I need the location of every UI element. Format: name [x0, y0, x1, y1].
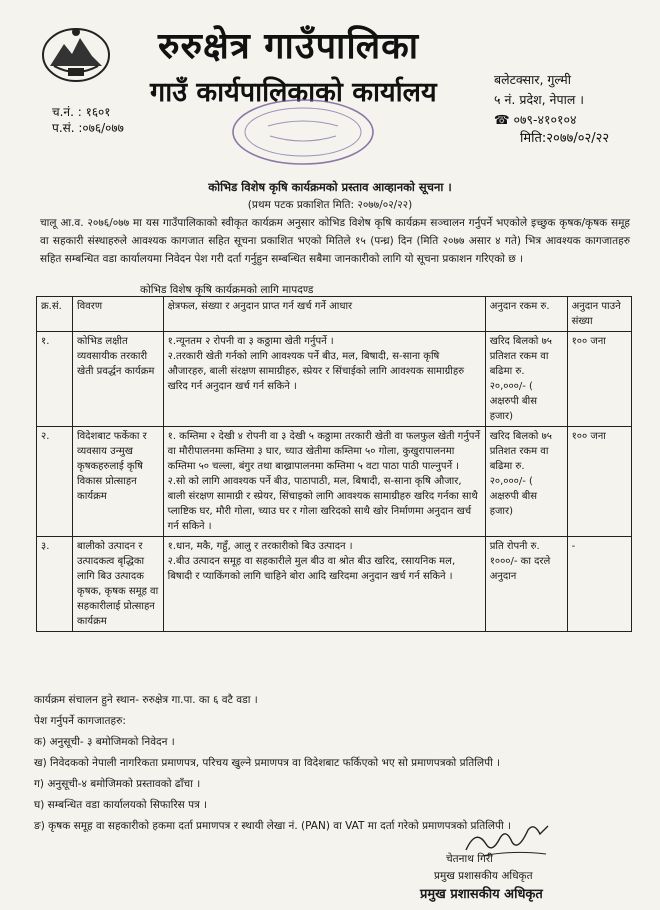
- cell-basis: १. कम्तिमा २ देखी ४ रोपनी वा ३ देखी ५ कठ्ठामा तरकारी खेती वा फलफुल खेती गर्नुपर्ने वा मौरीपालनमा कम्तिमा ३ घार, च्याउ खेतीमा कम्तिमा ५० गोला, कुखुरापालनमा कम्तिमा ५० चल्ला, बंगुर तथा बाख्रापालनमा कम्तिमा ५ वटा पाठा पाठी पाल्नुपर्ने । २.सो को लागि आवश्यक पर्ने बीउ, पाठापाठी, मल, बिषादी, स-साना कृषि औजार, बाली संरक्षण सामाग्री र स्प्रेयर, सिंचाइको लागि आवश्यक सामाग्रीहरु खरिद गर्नका साथै प्लाष्टिक घर, मौरी गोला, च्याउ घर र गोला खरिदको साथै खोर निर्माणमा अनुदान खर्च गर्न सकिने ।: [163, 427, 485, 537]
- header-description: विवरण: [73, 297, 164, 332]
- cell-amount: प्रति रोपनी रु. १०००/- का दरले अनुदान: [485, 537, 567, 632]
- cell-amount: खरिद बिलको ७५ प्रतिशत रकम वा बढिमा रु. २०,०००/- ( अक्षरुपी बीस हजार): [485, 427, 567, 537]
- cell-basis: १.धान, मकै, गहुँ, आलु र तरकारीको बिउ उत्पादन । २.बीउ उत्पादन समूह वा सहकारीले मुल बीउ वा श्रोत बीउ खरिद, रसायनिक मल, बिषादी र प्याकिंगको लागि चाहिने बोरा आदि खरिदमा अनुदान खर्च गर्न सकिने ।: [163, 537, 485, 632]
- cell-count: -: [567, 537, 631, 632]
- cell-sn: २.: [37, 427, 73, 537]
- cell-basis: १.न्यूनतम २ रोपनी वा ३ कठ्ठामा खेती गर्नुपर्ने । २.तरकारी खेती गर्नको लागि आवश्यक पर्ने बीउ, मल, बिषादी, स-साना कृषि औजारहरु, बाली संरक्षण सामाग्रीहरु, स्प्रेयर र सिंचाईको लागि आवश्यक सामाग्रीहरु खरिद गर्न अनुदान खर्च गर्न सकिने ।: [163, 332, 485, 427]
- document-item: ग) अनुसूची-४ बमोजिमको प्रस्तावको ढाँचा ।: [34, 778, 201, 790]
- org-name: रुरुक्षेत्र गाउँपालिका: [158, 26, 420, 67]
- documents-heading: पेश गर्नुपर्ने कागजातहरु:: [34, 715, 126, 727]
- notice-subtitle: (प्रथम पटक प्रकाशित मिति: २०७७/०२/२२): [247, 199, 413, 211]
- signatory-title: प्रमुख प्रशासकीय अधिकृत: [434, 870, 533, 882]
- address-line: बलेटक्सार, गुल्मी: [494, 72, 572, 87]
- reference-numbers: [52, 104, 124, 136]
- cell-sn: १.: [37, 332, 73, 427]
- document-item: ङ) कृषक समूह वा सहकारीको हकमा दर्ता प्रमाणपत्र र स्थायी लेखा नं. (PAN) वा VAT मा दर्ता गरेको प्रमाणपत्रको प्रतिलिपी ।: [34, 820, 512, 832]
- document-item: क) अनुसूची- ३ बमोजिमको निवेदन ।: [34, 736, 175, 748]
- signatory-stamp: प्रमुख प्रशासकीय अधिकृत: [420, 887, 543, 902]
- header-basis: क्षेत्रफल, संख्या र अनुदान प्राप्त गर्न खर्च गर्ने आधार: [163, 297, 485, 332]
- notice-footer: [34, 690, 634, 837]
- notice-title: कोभिड विशेष कृषि कार्यक्रमको प्रस्ताव आव्हानको सूचना ।: [208, 180, 452, 194]
- table-header-row: [37, 297, 632, 332]
- cell-count: १०० जना: [567, 332, 631, 427]
- cell-description: विदेशबाट फर्केका र व्यवसाय उन्मुख कृषकहरुलाई कृषि विकास प्रोत्साहन कार्यक्रम: [73, 427, 164, 537]
- notice-body: चालू आ.व. २०७६/०७७ मा यस गाउँपालिकाको स्वीकृत कार्यक्रम अनुसार कोभिड विशेष कृषि कार्यक्रम सञ्चालन गर्नुपर्ने भएकोले इच्छुक कृषक/कृषक समूह वा सहकारी संस्थाहरुले आवश्यक कागजात सहित सूचना प्रकाशित भएको मितिले १५ (पन्ध्र) दिन (मिति २०७७ असार ४ गते) भित्र आवश्यक कागजातहरु सहित सम्बन्धित वडा कार्यालयमा निवेदन पेश गरी दर्ता गर्नुहुन सम्बन्धित सबैमा जानकारीको लागि यो सूचना प्रकाशन गरिएको छ ।: [40, 217, 630, 265]
- cell-description: बालीको उत्पादन र उत्पादकत्व बृद्धिका लागि बिउ उत्पादक कृषक, कृषक समूह वा सहकारीलाई प्रोत्साहन कार्यक्रम: [73, 537, 164, 632]
- cell-sn: ३.: [37, 537, 73, 632]
- table-row: [37, 427, 632, 537]
- document-item: घ) सम्बन्धित वडा कार्यालयको सिफारिस पत्र ।: [34, 799, 208, 811]
- address-line: ५ नं. प्रदेश, नेपाल ।: [494, 92, 585, 107]
- issue-date: मिति:२०७७/०२/२२: [520, 131, 610, 146]
- document-item: ख) निवेदकको नेपाली नागरिकता प्रमाणपत्र, परिचय खुल्ने प्रमाणपत्र वा विदेशबाट फर्किएको भए सो प्रमाणपत्रको प्रतिलिपी ।: [34, 757, 501, 769]
- table-row: [37, 537, 632, 632]
- table-caption: कोभिड विशेष कृषि कार्यक्रमको लागि मापदण्ड: [140, 284, 314, 296]
- signatory-name: चेतनाथ गिरी: [446, 853, 493, 865]
- cell-count: १०० जना: [567, 427, 631, 537]
- table-row: [37, 332, 632, 427]
- cell-amount: खरिद बिलको ७५ प्रतिशत रकम वा बढिमा रु. २०,०००/- ( अक्षरुपी बीस हजार): [485, 332, 567, 427]
- office-name: गाउँ कार्यपालिकाको कार्यालय: [150, 77, 437, 108]
- nepal-emblem-icon: [40, 22, 112, 84]
- header-amount: अनुदान रकम रु.: [485, 297, 567, 332]
- letter-number: प.सं. :०७६/०७७: [52, 121, 124, 135]
- header-count: अनुदान पाउने संख्या: [567, 297, 631, 332]
- office-address: [494, 70, 584, 130]
- header-sn: क्र.सं.: [37, 297, 73, 332]
- cell-description: कोभिड लक्षीत व्यवसायीक तरकारी खेती प्रवर्द्धन कार्यक्रम: [73, 332, 164, 427]
- dispatch-number: च.नं. : १६०१: [52, 105, 111, 119]
- office-stamp-icon: [228, 96, 378, 168]
- program-location: कार्यक्रम संचालन हुने स्थान- रुरुक्षेत्र गा.पा. का ६ वटै वडा ।: [34, 694, 258, 706]
- criteria-table: [36, 296, 632, 632]
- phone-line: ☎ ०७९-४१०१०४: [494, 112, 577, 127]
